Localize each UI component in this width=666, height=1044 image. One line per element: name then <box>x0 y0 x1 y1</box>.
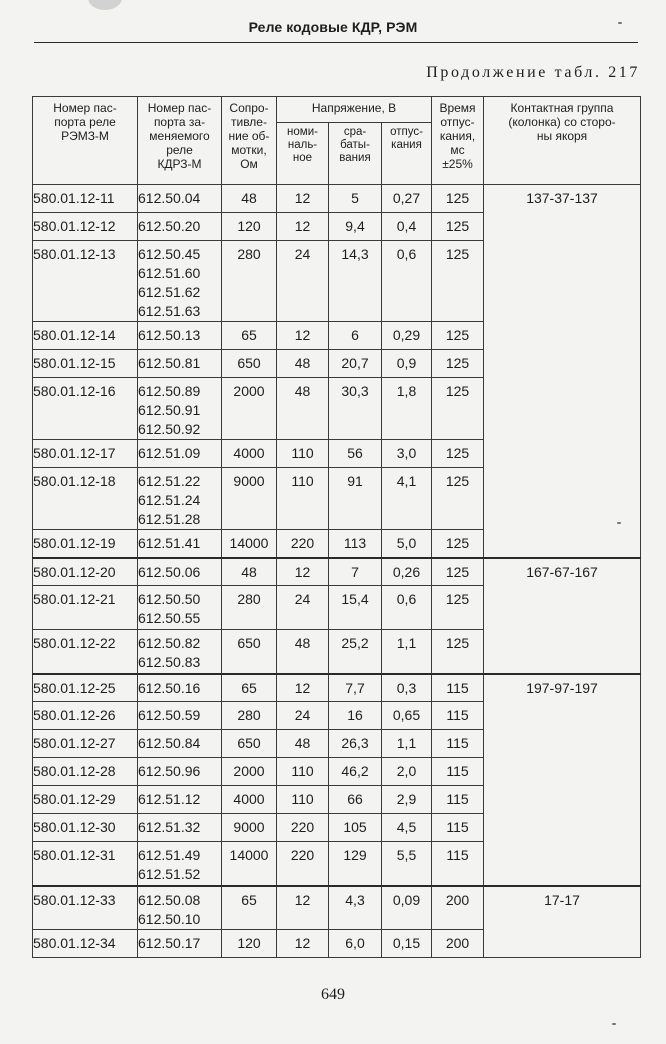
cell-resistance: 65 <box>222 886 277 930</box>
cell-kdrz-passport: 612.51.12 <box>138 786 222 814</box>
cell-voltage-nominal: 220 <box>277 530 329 558</box>
cell-voltage-release: 0,3 <box>382 674 432 702</box>
table-row <box>33 886 641 930</box>
cell-resistance: 120 <box>222 930 277 958</box>
cell-kdrz-passport: 612.50.17 <box>138 930 222 958</box>
cell-voltage-nominal: 12 <box>277 213 329 241</box>
cell-release-time: 125 <box>432 241 484 322</box>
cell-kdrz-passport: 612.50.59 <box>138 702 222 730</box>
cell-resistance: 48 <box>222 558 277 586</box>
cell-release-time: 125 <box>432 350 484 378</box>
cell-remz-passport: 580.01.12-20 <box>33 558 138 586</box>
header-release-time: Время отпус- кания, мс ±25% <box>432 97 484 185</box>
cell-kdrz-passport: 612.51.22 612.51.24 612.51.28 <box>138 468 222 530</box>
cell-voltage-nominal: 12 <box>277 886 329 930</box>
cell-voltage-pickup: 16 <box>329 702 382 730</box>
cell-voltage-pickup: 5 <box>329 185 382 213</box>
cell-voltage-release: 0,65 <box>382 702 432 730</box>
cell-resistance: 14000 <box>222 530 277 558</box>
cell-remz-passport: 580.01.12-30 <box>33 814 138 842</box>
cell-voltage-release: 1,1 <box>382 630 432 674</box>
cell-contact-group: 137-37-137 <box>484 185 641 558</box>
cell-kdrz-passport: 612.51.09 <box>138 440 222 468</box>
cell-resistance: 280 <box>222 586 277 630</box>
cell-voltage-pickup: 105 <box>329 814 382 842</box>
cell-kdrz-passport: 612.50.45 612.51.60 612.51.62 612.51.63 <box>138 241 222 322</box>
header-resistance: Сопро- тивле- ние об- мотки, Ом <box>222 97 277 185</box>
cell-voltage-release: 4,1 <box>382 468 432 530</box>
cell-release-time: 125 <box>432 185 484 213</box>
cell-kdrz-passport: 612.50.81 <box>138 350 222 378</box>
cell-voltage-release: 0,26 <box>382 558 432 586</box>
cell-voltage-nominal: 110 <box>277 758 329 786</box>
cell-voltage-release: 0,09 <box>382 886 432 930</box>
cell-voltage-release: 2,0 <box>382 758 432 786</box>
cell-release-time: 125 <box>432 440 484 468</box>
cell-voltage-release: 0,6 <box>382 586 432 630</box>
cell-resistance: 2000 <box>222 758 277 786</box>
header-voltage-nominal: номи- наль- ное <box>277 123 329 185</box>
cell-remz-passport: 580.01.12-21 <box>33 586 138 630</box>
cell-kdrz-passport: 612.50.96 <box>138 758 222 786</box>
cell-voltage-pickup: 30,3 <box>329 378 382 440</box>
cell-voltage-nominal: 48 <box>277 378 329 440</box>
cell-resistance: 48 <box>222 185 277 213</box>
header-kdrz-passport: Номер пас- порта за- меняемого реле КДРЗ-М <box>138 97 222 185</box>
cell-voltage-release: 4,5 <box>382 814 432 842</box>
print-speck <box>612 1023 616 1025</box>
cell-voltage-nominal: 110 <box>277 468 329 530</box>
cell-remz-passport: 580.01.12-25 <box>33 674 138 702</box>
cell-release-time: 125 <box>432 322 484 350</box>
page-number: 649 <box>321 986 345 1003</box>
cell-kdrz-passport: 612.50.82 612.50.83 <box>138 630 222 674</box>
cell-resistance: 2000 <box>222 378 277 440</box>
cell-resistance: 280 <box>222 241 277 322</box>
cell-kdrz-passport: 612.50.50 612.50.55 <box>138 586 222 630</box>
cell-voltage-nominal: 12 <box>277 322 329 350</box>
page-corner-smudge <box>88 0 122 10</box>
cell-voltage-release: 0,4 <box>382 213 432 241</box>
cell-voltage-pickup: 14,3 <box>329 241 382 322</box>
cell-remz-passport: 580.01.12-26 <box>33 702 138 730</box>
cell-resistance: 9000 <box>222 814 277 842</box>
cell-resistance: 4000 <box>222 786 277 814</box>
cell-voltage-nominal: 12 <box>277 185 329 213</box>
cell-voltage-nominal: 12 <box>277 930 329 958</box>
cell-voltage-release: 3,0 <box>382 440 432 468</box>
cell-release-time: 115 <box>432 758 484 786</box>
cell-remz-passport: 580.01.12-17 <box>33 440 138 468</box>
cell-voltage-pickup: 6 <box>329 322 382 350</box>
cell-resistance: 650 <box>222 730 277 758</box>
cell-release-time: 200 <box>432 886 484 930</box>
cell-voltage-release: 0,27 <box>382 185 432 213</box>
print-speck <box>617 522 621 524</box>
cell-release-time: 200 <box>432 930 484 958</box>
cell-kdrz-passport: 612.51.32 <box>138 814 222 842</box>
cell-remz-passport: 580.01.12-15 <box>33 350 138 378</box>
cell-release-time: 115 <box>432 730 484 758</box>
cell-voltage-pickup: 26,3 <box>329 730 382 758</box>
cell-release-time: 125 <box>432 630 484 674</box>
cell-resistance: 4000 <box>222 440 277 468</box>
cell-remz-passport: 580.01.12-27 <box>33 730 138 758</box>
cell-kdrz-passport: 612.51.49 612.51.52 <box>138 842 222 886</box>
cell-release-time: 115 <box>432 674 484 702</box>
cell-voltage-nominal: 12 <box>277 558 329 586</box>
cell-voltage-pickup: 25,2 <box>329 630 382 674</box>
print-speck <box>618 22 622 24</box>
cell-remz-passport: 580.01.12-13 <box>33 241 138 322</box>
cell-release-time: 115 <box>432 842 484 886</box>
header-voltage: Напряжение, В <box>277 97 432 123</box>
table-row <box>33 558 641 586</box>
cell-voltage-release: 0,6 <box>382 241 432 322</box>
cell-kdrz-passport: 612.50.84 <box>138 730 222 758</box>
table-body <box>33 185 641 958</box>
cell-voltage-release: 5,0 <box>382 530 432 558</box>
cell-voltage-pickup: 7 <box>329 558 382 586</box>
cell-voltage-pickup: 6,0 <box>329 930 382 958</box>
cell-contact-group: 17-17 <box>484 886 641 958</box>
header-voltage-pickup: сра- баты- вания <box>329 123 382 185</box>
cell-voltage-nominal: 12 <box>277 674 329 702</box>
cell-voltage-release: 1,8 <box>382 378 432 440</box>
cell-voltage-release: 0,15 <box>382 930 432 958</box>
cell-remz-passport: 580.01.12-22 <box>33 630 138 674</box>
cell-voltage-release: 2,9 <box>382 786 432 814</box>
cell-release-time: 115 <box>432 814 484 842</box>
cell-voltage-release: 0,29 <box>382 322 432 350</box>
cell-release-time: 125 <box>432 530 484 558</box>
cell-voltage-release: 5,5 <box>382 842 432 886</box>
cell-voltage-pickup: 113 <box>329 530 382 558</box>
cell-voltage-pickup: 20,7 <box>329 350 382 378</box>
header-remz-passport: Номер пас- порта реле РЭМЗ-М <box>33 97 138 185</box>
cell-release-time: 125 <box>432 558 484 586</box>
cell-voltage-pickup: 56 <box>329 440 382 468</box>
cell-remz-passport: 580.01.12-14 <box>33 322 138 350</box>
cell-voltage-nominal: 24 <box>277 702 329 730</box>
cell-remz-passport: 580.01.12-18 <box>33 468 138 530</box>
cell-release-time: 125 <box>432 586 484 630</box>
cell-kdrz-passport: 612.51.41 <box>138 530 222 558</box>
running-head: Реле кодовые КДР, РЭМ <box>248 19 418 35</box>
cell-voltage-pickup: 66 <box>329 786 382 814</box>
cell-voltage-nominal: 48 <box>277 730 329 758</box>
cell-voltage-pickup: 9,4 <box>329 213 382 241</box>
relay-table <box>32 96 641 958</box>
cell-resistance: 650 <box>222 630 277 674</box>
header-voltage-release: отпус- кания <box>382 123 432 185</box>
header-contact-group: Контактная группа (колонка) со сторо- ны якоря <box>484 97 641 185</box>
cell-remz-passport: 580.01.12-28 <box>33 758 138 786</box>
cell-voltage-release: 0,9 <box>382 350 432 378</box>
cell-voltage-nominal: 24 <box>277 586 329 630</box>
cell-remz-passport: 580.01.12-12 <box>33 213 138 241</box>
cell-release-time: 125 <box>432 378 484 440</box>
cell-remz-passport: 580.01.12-34 <box>33 930 138 958</box>
cell-contact-group: 197-97-197 <box>484 674 641 886</box>
cell-remz-passport: 580.01.12-33 <box>33 886 138 930</box>
cell-voltage-release: 1,1 <box>382 730 432 758</box>
cell-voltage-pickup: 7,7 <box>329 674 382 702</box>
cell-voltage-nominal: 220 <box>277 842 329 886</box>
cell-resistance: 9000 <box>222 468 277 530</box>
cell-release-time: 125 <box>432 468 484 530</box>
cell-voltage-nominal: 110 <box>277 786 329 814</box>
cell-kdrz-passport: 612.50.20 <box>138 213 222 241</box>
table-row <box>33 674 641 702</box>
cell-resistance: 65 <box>222 674 277 702</box>
cell-kdrz-passport: 612.50.04 <box>138 185 222 213</box>
cell-kdrz-passport: 612.50.89 612.50.91 612.50.92 <box>138 378 222 440</box>
header-rule <box>34 42 638 43</box>
cell-kdrz-passport: 612.50.08 612.50.10 <box>138 886 222 930</box>
cell-voltage-nominal: 48 <box>277 630 329 674</box>
cell-resistance: 650 <box>222 350 277 378</box>
cell-remz-passport: 580.01.12-11 <box>33 185 138 213</box>
cell-resistance: 120 <box>222 213 277 241</box>
cell-voltage-nominal: 48 <box>277 350 329 378</box>
table-continuation-caption: Продолжение табл. 217 <box>426 64 640 81</box>
cell-remz-passport: 580.01.12-16 <box>33 378 138 440</box>
cell-resistance: 280 <box>222 702 277 730</box>
cell-remz-passport: 580.01.12-31 <box>33 842 138 886</box>
cell-kdrz-passport: 612.50.06 <box>138 558 222 586</box>
cell-voltage-pickup: 4,3 <box>329 886 382 930</box>
cell-release-time: 115 <box>432 786 484 814</box>
cell-resistance: 14000 <box>222 842 277 886</box>
cell-voltage-nominal: 220 <box>277 814 329 842</box>
cell-contact-group: 167-67-167 <box>484 558 641 674</box>
cell-voltage-nominal: 110 <box>277 440 329 468</box>
table-row <box>33 185 641 213</box>
cell-voltage-nominal: 24 <box>277 241 329 322</box>
cell-voltage-pickup: 46,2 <box>329 758 382 786</box>
cell-resistance: 65 <box>222 322 277 350</box>
cell-release-time: 115 <box>432 702 484 730</box>
cell-remz-passport: 580.01.12-19 <box>33 530 138 558</box>
cell-kdrz-passport: 612.50.16 <box>138 674 222 702</box>
cell-voltage-pickup: 15,4 <box>329 586 382 630</box>
cell-voltage-pickup: 129 <box>329 842 382 886</box>
cell-voltage-pickup: 91 <box>329 468 382 530</box>
cell-remz-passport: 580.01.12-29 <box>33 786 138 814</box>
cell-kdrz-passport: 612.50.13 <box>138 322 222 350</box>
cell-release-time: 125 <box>432 213 484 241</box>
